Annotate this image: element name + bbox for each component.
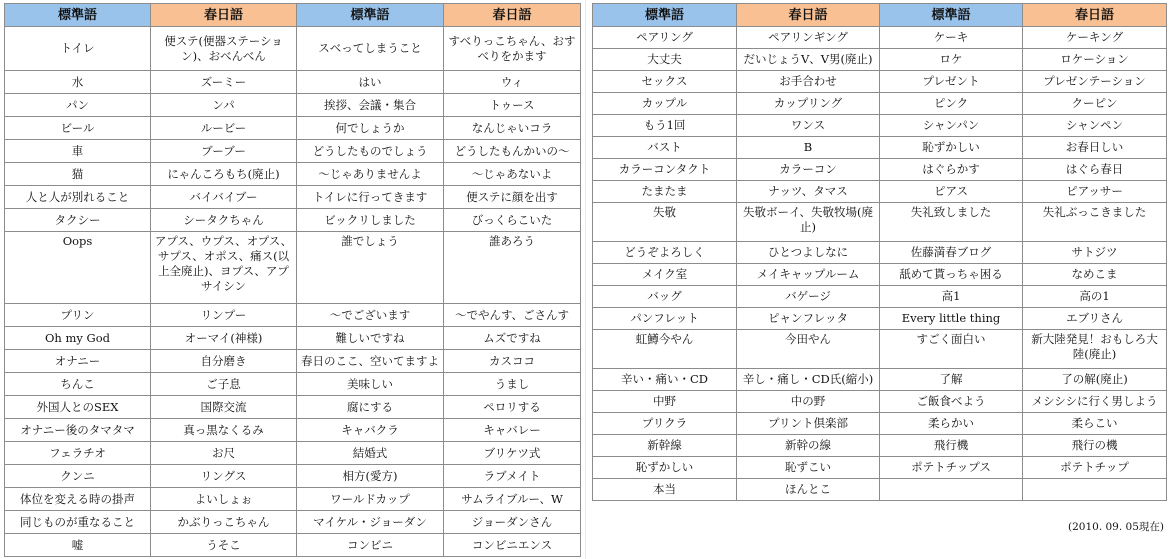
table-row [593,264,1167,286]
kasuga-term-cell: かぶりっこちゃん [151,511,297,534]
kasuga-term-cell: シータクちゃん [151,209,297,232]
kasuga-term-cell: バイバイブー [151,186,297,209]
kasuga-term-cell: すべりっこちゃん、おすべりをかます [444,27,581,71]
standard-term-cell: 美味しい [297,373,444,396]
header-row [593,4,1167,27]
kasuga-term-cell: うまし [444,373,581,396]
kasuga-term-cell: プレゼンテーション [1023,71,1167,93]
table-row [593,369,1167,391]
standard-term-cell: クンニ [5,465,151,488]
standard-term-cell: スベってしまうこと [297,27,444,71]
standard-term-cell: どうぞよろしく [593,242,737,264]
kasuga-term-cell: はぐら春日 [1023,159,1167,181]
table-row [5,232,581,304]
kasuga-term-cell: バゲージ [737,286,880,308]
standard-term-cell: バスト [593,137,737,159]
kasuga-term-cell: サムライブルー、W [444,488,581,511]
table-row [593,159,1167,181]
kasuga-term-cell: カスココ [444,350,581,373]
kasuga-term-cell: 誰あろう [444,232,581,304]
header-kasuga: 春日語 [737,4,880,27]
standard-term-cell: ペアリング [593,27,737,49]
kasuga-term-cell: 失敬ボーイ、失敬牧場(廃止) [737,203,880,242]
table-row [5,163,581,186]
standard-term-cell: フェラチオ [5,442,151,465]
standard-term-cell: カラーコンタクト [593,159,737,181]
right-table-body [593,27,1167,501]
kasuga-term-cell: 〜でやんす、ごさんす [444,304,581,327]
standard-term-cell: 車 [5,140,151,163]
standard-term-cell: Oops [5,232,151,304]
kasuga-term-cell: 新大陸発見！おもしろ大陸(廃止) [1023,330,1167,369]
standard-term-cell: 中野 [593,391,737,413]
right-glossary-table [592,3,1167,501]
table-row [5,27,581,71]
table-row [5,327,581,350]
standard-term-cell: 相方(愛方) [297,465,444,488]
table-row [5,71,581,94]
table-row [593,286,1167,308]
standard-term-cell: 新幹線 [593,435,737,457]
standard-term-cell: 外国人とのSEX [5,396,151,419]
kasuga-term-cell: 飛行の機 [1023,435,1167,457]
standard-term-cell: すごく面白い [880,330,1023,369]
standard-term-cell: シャンパン [880,115,1023,137]
standard-term-cell: Oh my God [5,327,151,350]
table-row [593,49,1167,71]
table-row [593,330,1167,369]
left-glossary-table [4,3,581,557]
kasuga-term-cell: 今田やん [737,330,880,369]
standard-term-cell: 〜じゃありませんよ [297,163,444,186]
standard-term-cell: 何でしょうか [297,117,444,140]
standard-term-cell: ビックリしました [297,209,444,232]
table-row [5,465,581,488]
standard-term-cell: 恥ずかしい [880,137,1023,159]
kasuga-term-cell: 了の解(廃止) [1023,369,1167,391]
standard-term-cell: 誰でしょう [297,232,444,304]
kasuga-term-cell: ブリケツ式 [444,442,581,465]
kasuga-term-cell: 便ステに顔を出す [444,186,581,209]
standard-term-cell: オナニー後のタマタマ [5,419,151,442]
kasuga-term-cell: メシシシに行く男しよう [1023,391,1167,413]
kasuga-term-cell: ペアリンギング [737,27,880,49]
standard-term-cell: マイケル・ジョーダン [297,511,444,534]
kasuga-term-cell: だいじょうV、V男(廃止) [737,49,880,71]
standard-term-cell: Every little thing [880,308,1023,330]
standard-term-cell: はい [297,71,444,94]
table-row [593,413,1167,435]
table-row [593,203,1167,242]
table-row [5,186,581,209]
standard-term-cell: 挨拶、会議・集合 [297,94,444,117]
standard-term-cell: セックス [593,71,737,93]
table-row [593,181,1167,203]
kasuga-term-cell: トゥース [444,94,581,117]
table-row [5,304,581,327]
kasuga-term-cell: 真っ黒なくるみ [151,419,297,442]
standard-term-cell: ちんこ [5,373,151,396]
kasuga-term-cell: お春日しい [1023,137,1167,159]
standard-term-cell: 〜でございます [297,304,444,327]
kasuga-term-cell: エブリさん [1023,308,1167,330]
kasuga-term-cell: 国際交流 [151,396,297,419]
table-row [5,396,581,419]
kasuga-term-cell: ナッツ、タマス [737,181,880,203]
standard-term-cell: 腐にする [297,396,444,419]
standard-term-cell: ビール [5,117,151,140]
standard-term-cell: 失敬 [593,203,737,242]
standard-term-cell: コンビニ [297,534,444,557]
kasuga-term-cell [1023,479,1167,501]
standard-term-cell: ピアス [880,181,1023,203]
header-kasuga: 春日語 [1023,4,1167,27]
standard-term-cell: タクシー [5,209,151,232]
kasuga-term-cell: ひとつよしなに [737,242,880,264]
kasuga-term-cell: ご子息 [151,373,297,396]
table-row [593,391,1167,413]
kasuga-term-cell: プリント倶楽部 [737,413,880,435]
table-row [5,419,581,442]
left-table-body [5,27,581,557]
header-standard: 標準語 [297,4,444,27]
kasuga-term-cell: 自分磨き [151,350,297,373]
kasuga-term-cell: どうしたもんかいの〜 [444,140,581,163]
date-note: (2010. 09. 05現在) [1068,521,1164,533]
standard-term-cell: 春日のここ、空いてますよ [297,350,444,373]
standard-term-cell: 結婚式 [297,442,444,465]
kasuga-term-cell: 中の野 [737,391,880,413]
standard-term-cell [880,479,1023,501]
standard-term-cell: プリクラ [593,413,737,435]
header-kasuga: 春日語 [151,4,297,27]
standard-term-cell: トイレに行ってきます [297,186,444,209]
table-row [593,242,1167,264]
standard-term-cell: カップル [593,93,737,115]
table-row [5,488,581,511]
kasuga-term-cell: B [737,137,880,159]
table-row [593,457,1167,479]
table-row [593,435,1167,457]
standard-term-cell: どうしたものでしょう [297,140,444,163]
kasuga-term-cell: ラブメイト [444,465,581,488]
kasuga-term-cell: なめこま [1023,264,1167,286]
table-row [593,27,1167,49]
kasuga-term-cell: お手合わせ [737,71,880,93]
kasuga-term-cell: びっくらこいた [444,209,581,232]
kasuga-term-cell: よいしょぉ [151,488,297,511]
standard-term-cell: ピンク [880,93,1023,115]
standard-term-cell: 飛行機 [880,435,1023,457]
header-standard: 標準語 [880,4,1023,27]
standard-term-cell: 嘘 [5,534,151,557]
kasuga-term-cell: リングス [151,465,297,488]
standard-term-cell: 辛い・痛い・CD [593,369,737,391]
table-row [5,140,581,163]
standard-term-cell: 柔らかい [880,413,1023,435]
page-divider [585,0,586,559]
standard-term-cell: 失礼致しました [880,203,1023,242]
kasuga-term-cell: うそこ [151,534,297,557]
standard-term-cell: はぐらかす [880,159,1023,181]
kasuga-term-cell: オーマイ(神様) [151,327,297,350]
standard-term-cell: 佐藤満春ブログ [880,242,1023,264]
standard-term-cell: もう1回 [593,115,737,137]
standard-term-cell: 舐めて貰っちゃ困る [880,264,1023,286]
standard-term-cell: 高1 [880,286,1023,308]
kasuga-term-cell: ロケーション [1023,49,1167,71]
table-row [593,93,1167,115]
table-row [593,71,1167,93]
standard-term-cell: 体位を変える時の掛声 [5,488,151,511]
standard-term-cell: 難しいですね [297,327,444,350]
table-row [593,479,1167,501]
table-row [5,94,581,117]
standard-term-cell: 了解 [880,369,1023,391]
kasuga-term-cell: カップリング [737,93,880,115]
kasuga-term-cell: 柔らこい [1023,413,1167,435]
header-standard: 標準語 [5,4,151,27]
standard-term-cell: 大丈夫 [593,49,737,71]
table-row [5,511,581,534]
kasuga-term-cell: カラーコン [737,159,880,181]
table-row [5,209,581,232]
kasuga-term-cell: ペロリする [444,396,581,419]
kasuga-term-cell: クーピン [1023,93,1167,115]
table-row [5,442,581,465]
kasuga-term-cell: リンプー [151,304,297,327]
kasuga-term-cell: キャバレー [444,419,581,442]
table-row [5,534,581,557]
kasuga-term-cell: ウィ [444,71,581,94]
table-row [5,350,581,373]
kasuga-term-cell: ブーブー [151,140,297,163]
standard-term-cell: 人と人が別れること [5,186,151,209]
standard-term-cell: ケーキ [880,27,1023,49]
table-row [5,117,581,140]
standard-term-cell: ロケ [880,49,1023,71]
kasuga-term-cell: メイキャップルーム [737,264,880,286]
header-standard: 標準語 [593,4,737,27]
standard-term-cell: パンフレット [593,308,737,330]
kasuga-term-cell: お尺 [151,442,297,465]
standard-term-cell: 水 [5,71,151,94]
kasuga-term-cell: 新幹の線 [737,435,880,457]
kasuga-term-cell: ジョーダンさん [444,511,581,534]
kasuga-term-cell: 高の1 [1023,286,1167,308]
kasuga-term-cell: ケーキング [1023,27,1167,49]
header-kasuga: 春日語 [444,4,581,27]
header-row [5,4,581,27]
kasuga-term-cell: 恥ずこい [737,457,880,479]
standard-term-cell: 虹鱒今やん [593,330,737,369]
kasuga-term-cell: 〜じゃあないよ [444,163,581,186]
standard-term-cell: 猫 [5,163,151,186]
kasuga-term-cell: 便ステ(便器ステーション)、おべんべん [151,27,297,71]
kasuga-term-cell: サトジツ [1023,242,1167,264]
kasuga-term-cell: 失礼ぶっこきました [1023,203,1167,242]
table-row [593,308,1167,330]
kasuga-term-cell: ピアッサー [1023,181,1167,203]
kasuga-term-cell: 辛し・痛し・CD氏(縮小) [737,369,880,391]
standard-term-cell: オナニー [5,350,151,373]
kasuga-term-cell: なんじゃいコラ [444,117,581,140]
table-row [5,373,581,396]
standard-term-cell: 恥ずかしい [593,457,737,479]
kasuga-term-cell: ピャンフレッタ [737,308,880,330]
kasuga-term-cell: ワンス [737,115,880,137]
standard-term-cell: 本当 [593,479,737,501]
standard-term-cell: プレゼント [880,71,1023,93]
standard-term-cell: キャバクラ [297,419,444,442]
kasuga-term-cell: シャンペン [1023,115,1167,137]
standard-term-cell: ワールドカップ [297,488,444,511]
standard-term-cell: 同じものが重なること [5,511,151,534]
kasuga-term-cell: にゃんころもち(廃止) [151,163,297,186]
standard-term-cell: バッグ [593,286,737,308]
kasuga-term-cell: ムズですね [444,327,581,350]
standard-term-cell: トイレ [5,27,151,71]
standard-term-cell: パン [5,94,151,117]
kasuga-term-cell: ほんとこ [737,479,880,501]
kasuga-term-cell: ルービー [151,117,297,140]
standard-term-cell: たまたま [593,181,737,203]
kasuga-term-cell: ンパ [151,94,297,117]
standard-term-cell: ご飯食べよう [880,391,1023,413]
kasuga-term-cell: ポテトチップ [1023,457,1167,479]
table-row [593,137,1167,159]
kasuga-term-cell: アプス、ウプス、オプス、サプス、オポス、痛ス(以上全廃止)、ヨプス、アプサイシン [151,232,297,304]
standard-term-cell: プリン [5,304,151,327]
kasuga-term-cell: コンビニエンス [444,534,581,557]
kasuga-term-cell: ズーミー [151,71,297,94]
standard-term-cell: メイク室 [593,264,737,286]
table-row [593,115,1167,137]
standard-term-cell: ポテトチップス [880,457,1023,479]
